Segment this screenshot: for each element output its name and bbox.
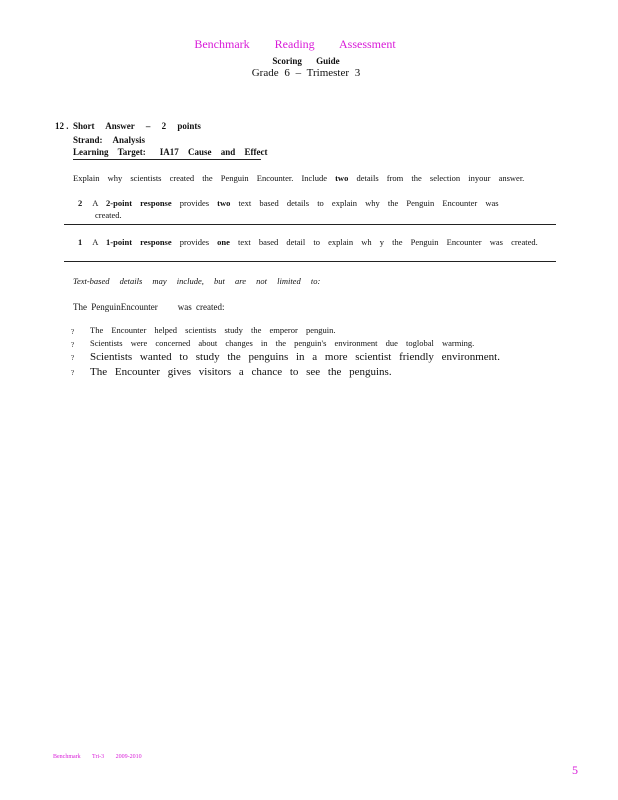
list-item: ? The Encounter helped scientists study the emperor penguin. [71, 325, 336, 336]
question-prompt: Explain why scientists created the Penguin Encounter. Include two details from the selection inyour answer. [73, 173, 525, 183]
page-number: 5 [572, 763, 578, 777]
details-intro: Text-based details may include, but are not limited to: [73, 276, 321, 286]
bullet-marker: ? [71, 369, 75, 377]
footer-label: Benchmark Tri-3 2009-2010 [53, 754, 142, 760]
bullet-marker: ? [71, 354, 75, 362]
rubric-two-point-cont: created. [95, 210, 122, 220]
header-underline [73, 159, 261, 160]
rubric-divider-bottom [64, 261, 556, 262]
bullet-marker: ? [71, 341, 75, 349]
learning-target-value: IA17 Cause and Effect [159, 147, 268, 157]
learning-target-label: Learning Target: [73, 147, 146, 157]
strand-line [73, 135, 145, 145]
score-1: 1 [78, 237, 83, 247]
details-lead: The PenguinEncounter was created: [73, 302, 225, 312]
rubric-two-point: 2 A 2-point response provides two text based details to explain why the Penguin Encounter was [78, 198, 499, 208]
strand-value: Analysis [112, 135, 146, 145]
learning-target-line [73, 147, 268, 157]
grade-trimester: Grade 6 – Trimester 3 [251, 67, 361, 79]
details-list [71, 325, 500, 381]
score-2: 2 [78, 198, 83, 208]
strand-label: Strand: [73, 135, 103, 145]
document-title: Benchmark Reading Assessment [194, 37, 396, 51]
question-type: Short Answer – 2 points [73, 121, 201, 131]
list-item: ? Scientists were concerned about changes in the penguin's environment due toglobal warming. [71, 338, 475, 349]
rubric-one-point: 1 A 1-point response provides one text based detail to explain wh y the Penguin Encounter was created. [78, 237, 538, 247]
bullet-marker: ? [71, 328, 75, 336]
question-number: 12 . [55, 121, 69, 131]
list-item: ? Scientists wanted to study the penguins in a more scientist friendly environment. [71, 351, 500, 363]
document-subtitle: Scoring Guide [272, 56, 340, 66]
rubric-divider-top [64, 224, 556, 225]
list-item: ? The Encounter gives visitors a chance to see the penguins. [71, 366, 392, 378]
